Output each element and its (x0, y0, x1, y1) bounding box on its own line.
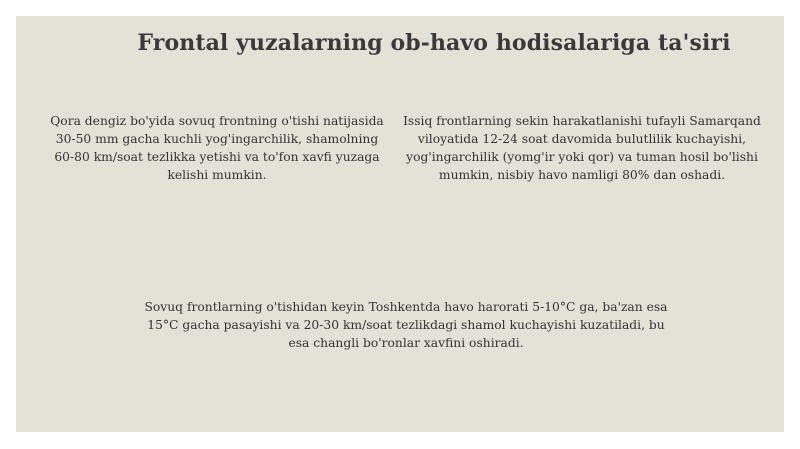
slide (16, 16, 784, 432)
paragraph-black-sea-cold-front: Qora dengiz bo'yida sovuq frontning o'tishi natijasida 30-50 mm gacha kuchli yog'ingarchilik, shamolning 60-80 km/soat tezlikka yetishi va to'fon xavfi yuzaga kelishi mumkin. (50, 114, 384, 182)
paragraph-samarkand-warm-front: Issiq frontlarning sekin harakatlanishi tufayli Samarqand viloyatida 12-24 soat davomida bulutlilik kuchayishi, yog'ingarchilik (yomg'ir yoki qor) va tuman hosil bo'lishi mumkin, nisbiy havo namligi 80% dan oshadi. (403, 114, 761, 182)
slide-title: Frontal yuzalarning ob-havo hodisalariga ta'siri (137, 30, 731, 56)
paragraph-tashkent-cold-front: Sovuq frontlarning o'tishidan keyin Toshkentda havo harorati 5-10°C ga, ba'zan esa 15°C gacha pasayishi va 20-30 km/soat tezlikdagi shamol kuchayishi kuzatiladi, bu esa changli bo'ronlar xavfini oshiradi. (144, 300, 668, 350)
